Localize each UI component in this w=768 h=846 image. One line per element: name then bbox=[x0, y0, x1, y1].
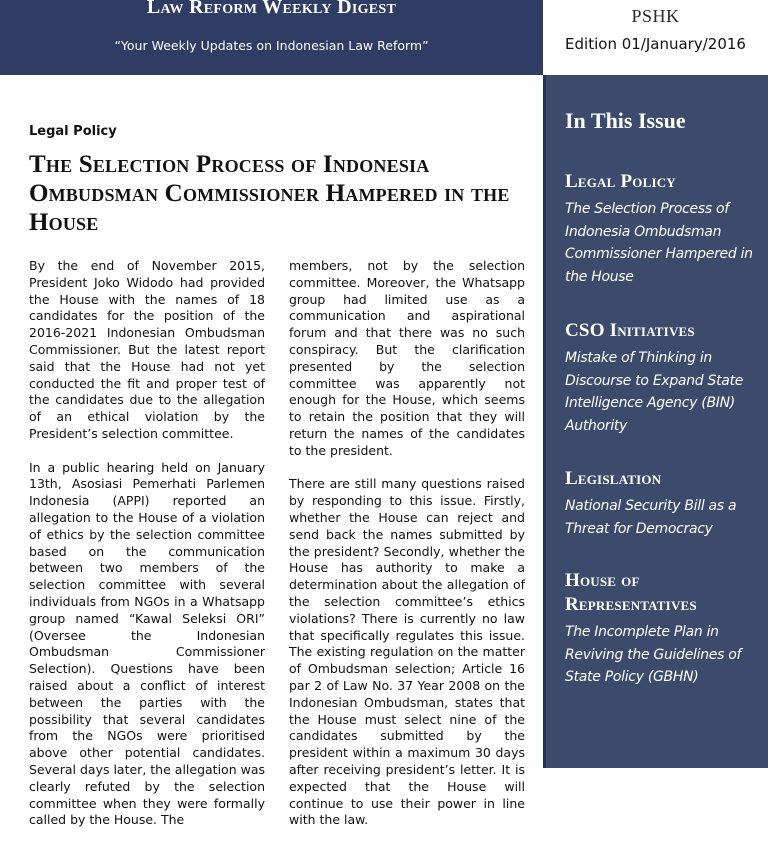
toc-section-description: National Security Bill as a Threat for Democracy bbox=[565, 498, 737, 537]
toc-section-title: Legislation bbox=[565, 468, 662, 489]
toc-item-legal-policy[interactable] bbox=[565, 170, 763, 288]
article-column-left bbox=[29, 258, 265, 846]
article-category: Legal Policy bbox=[29, 124, 117, 139]
in-this-issue-sidebar bbox=[543, 75, 768, 768]
masthead-banner bbox=[0, 0, 543, 75]
sidebar-heading: In This Issue bbox=[565, 108, 686, 133]
article-paragraph: In a public hearing held on January 13th, Asosiasi Pemerhati Parlemen Indonesia (APPI) reported an allegation to the House of a violation of ethics by the selection committee based on the communication between two members of the selection committee with several individuals from NGOs in a Whatsapp group named “Kawal Seleksi ORI” (Oversee the Indonesian Ombudsman Commissioner Selection). Questions have been raised about a conflict of interest between the parties with the possibility that several candidates from the NGOs were prioritised above other potential candidates. Several days later, the allegation was clearly refuted by the selection committee when they were formally called by the House. The bbox=[29, 459, 265, 828]
publication-title: Law Reform Weekly Digest bbox=[146, 0, 397, 18]
publication-tagline: “Your Weekly Updates on Indonesian Law Reform” bbox=[114, 38, 429, 53]
article-paragraph: members, not by the selection committee. Moreover, the Whatsapp group had limited use as a communication and aspirational forum and that there was no such conspiracy. But the clarification presented by the selection committee was apparently not enough for the House, which seems to retain the position that they will return the names of the candidates to the president. bbox=[289, 258, 525, 458]
toc-item-cso-initiatives[interactable] bbox=[565, 319, 763, 437]
article-paragraph: By the end of November 2015, President Joko Widodo had provided the House with the names of 18 candidates for the position of the 2016-2021 Indonesian Ombudsman Commissioner. But the latest report said that the House had not yet conducted the fit and proper test of the candidates due to the allegation of an ethical violation by the President’s selection committee. bbox=[29, 258, 265, 441]
toc-section-description: Mistake of Thinking in Discourse to Expand State Intelligence Agency (BIN) Authority bbox=[565, 350, 744, 434]
brand-box bbox=[543, 0, 768, 75]
article-headline: The Selection Process of Indonesia Ombudsman Commissioner Hampered in the House bbox=[29, 151, 510, 236]
edition-label: Edition 01/January/2016 bbox=[565, 35, 746, 53]
toc-section-title: House of Representatives bbox=[565, 570, 697, 615]
toc-item-house-of-representatives[interactable] bbox=[565, 569, 763, 689]
toc-section-description: The Incomplete Plan in Reviving the Guidelines of State Policy (GBHN) bbox=[565, 624, 742, 685]
toc-section-description: The Selection Process of Indonesia Ombudsman Commissioner Hampered in the House bbox=[565, 201, 753, 285]
article-column-right bbox=[289, 258, 525, 846]
toc-item-legislation[interactable] bbox=[565, 467, 763, 540]
pshk-logo: PSHK bbox=[631, 6, 680, 26]
toc-section-title: Legal Policy bbox=[565, 171, 676, 192]
toc-section-title: CSO Initiatives bbox=[565, 320, 695, 341]
article-paragraph: There are still many questions raised by responding to this issue. Firstly, whether the House can reject and send back the names submitted by the president? Secondly, whether the House has authority to make a determination about the allegation of the selection committee’s ethics violations? There is currently no law that specifically regulates this issue. The existing regulation on the matter of Ombudsman selection; Article 16 par 2 of Law No. 37 Year 2008 on the Indonesian Ombudsman, states that the House must select nine of the candidates submitted by the president within a maximum 30 days after receiving president’s letter. It is expected that the House will continue to use their power in line with the law. bbox=[289, 476, 525, 828]
